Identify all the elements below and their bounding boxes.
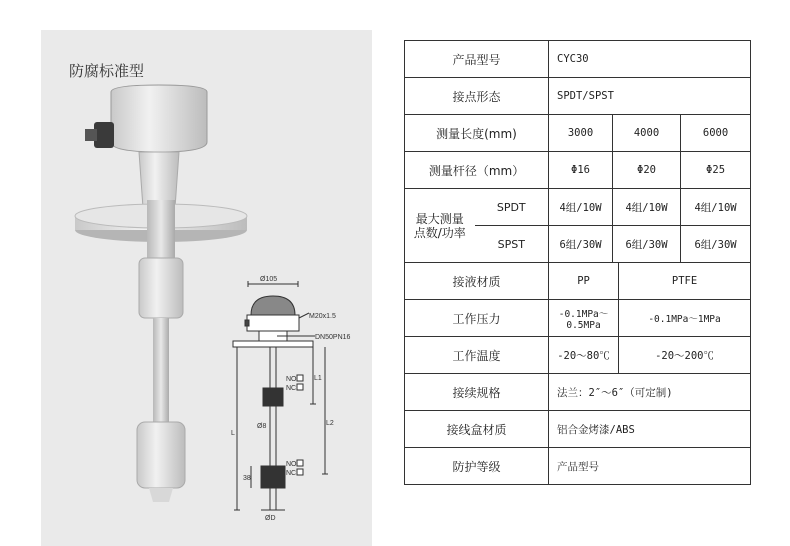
points-label (405, 189, 475, 263)
table-row (405, 374, 751, 411)
product-photo-panel (41, 30, 372, 546)
row-label: 接线盒材质 (405, 411, 549, 448)
table-cell: -20～80℃ (549, 337, 619, 374)
row-label: 接液材质 (405, 263, 549, 300)
row-label: 工作压力 (405, 300, 549, 337)
dim-float-dia: ØD (265, 515, 276, 522)
row-label: 工作温度 (405, 337, 549, 374)
table-cell: 6组/30W (613, 226, 681, 263)
label-no-2: NO (286, 461, 297, 468)
table-cell: 3000 (549, 115, 613, 152)
label-nc-1: NC (286, 385, 297, 392)
table-cell: 6000 (681, 115, 751, 152)
sub-label: SPST (475, 226, 549, 263)
dim-l1: L1 (314, 375, 322, 382)
row-label: 接续规格 (405, 374, 549, 411)
row-label: 测量杆径（mm） (405, 152, 549, 189)
connection-value: 法兰：2″～6″（可定制) (549, 374, 751, 411)
dim-flange: DN50PN16 (315, 334, 351, 341)
points-label-line1: 最大测量 (415, 211, 464, 226)
spec-table (404, 40, 751, 485)
table-row (405, 189, 751, 226)
contact-value: SPDT/SPST (549, 78, 751, 115)
dim-l2: L2 (326, 420, 334, 427)
dim-thread: M20x1.5 (309, 313, 336, 320)
table-cell: -0.1MPa～1MPa (619, 300, 751, 337)
model-value: CYC30 (549, 41, 751, 78)
housing-value: 铝合金烤漆/ABS (549, 411, 751, 448)
table-cell: 6组/30W (681, 226, 751, 263)
table-row (405, 78, 751, 115)
product-photo (41, 30, 372, 546)
panel-title: 防腐标准型 (69, 62, 145, 80)
table-cell: -20～200℃ (619, 337, 751, 374)
row-label: 产品型号 (405, 41, 549, 78)
table-row (405, 448, 751, 485)
table-cell: 4组/10W (681, 189, 751, 226)
dim-top-dia: Ø105 (260, 276, 278, 283)
table-cell: PP (549, 263, 619, 300)
table-row (405, 337, 751, 374)
dim-height: 38 (243, 475, 251, 482)
label-no-1: NO (286, 376, 297, 383)
sub-label: SPDT (475, 189, 549, 226)
dim-rod-dia: Ø8 (257, 423, 267, 430)
row-label: 接点形态 (405, 78, 549, 115)
points-label-line2: 点数/功率 (413, 225, 466, 240)
table-row (405, 300, 751, 337)
table-cell: Φ20 (613, 152, 681, 189)
table-row (405, 263, 751, 300)
row-label: 测量长度(mm) (405, 115, 549, 152)
table-cell: 4组/10W (613, 189, 681, 226)
table-cell: PTFE (619, 263, 751, 300)
table-cell: -0.1MPa～0.5MPa (549, 300, 619, 337)
dim-l: L (231, 430, 235, 437)
table-row (405, 152, 751, 189)
protection-value: 产品型号 (549, 448, 751, 485)
table-row (405, 41, 751, 78)
table-cell: Φ16 (549, 152, 613, 189)
table-cell: 6组/30W (549, 226, 613, 263)
row-label: 防护等级 (405, 448, 549, 485)
table-row (405, 115, 751, 152)
table-cell: 4000 (613, 115, 681, 152)
table-row (405, 411, 751, 448)
table-cell: Φ25 (681, 152, 751, 189)
label-nc-2: NC (286, 470, 297, 477)
table-cell: 4组/10W (549, 189, 613, 226)
